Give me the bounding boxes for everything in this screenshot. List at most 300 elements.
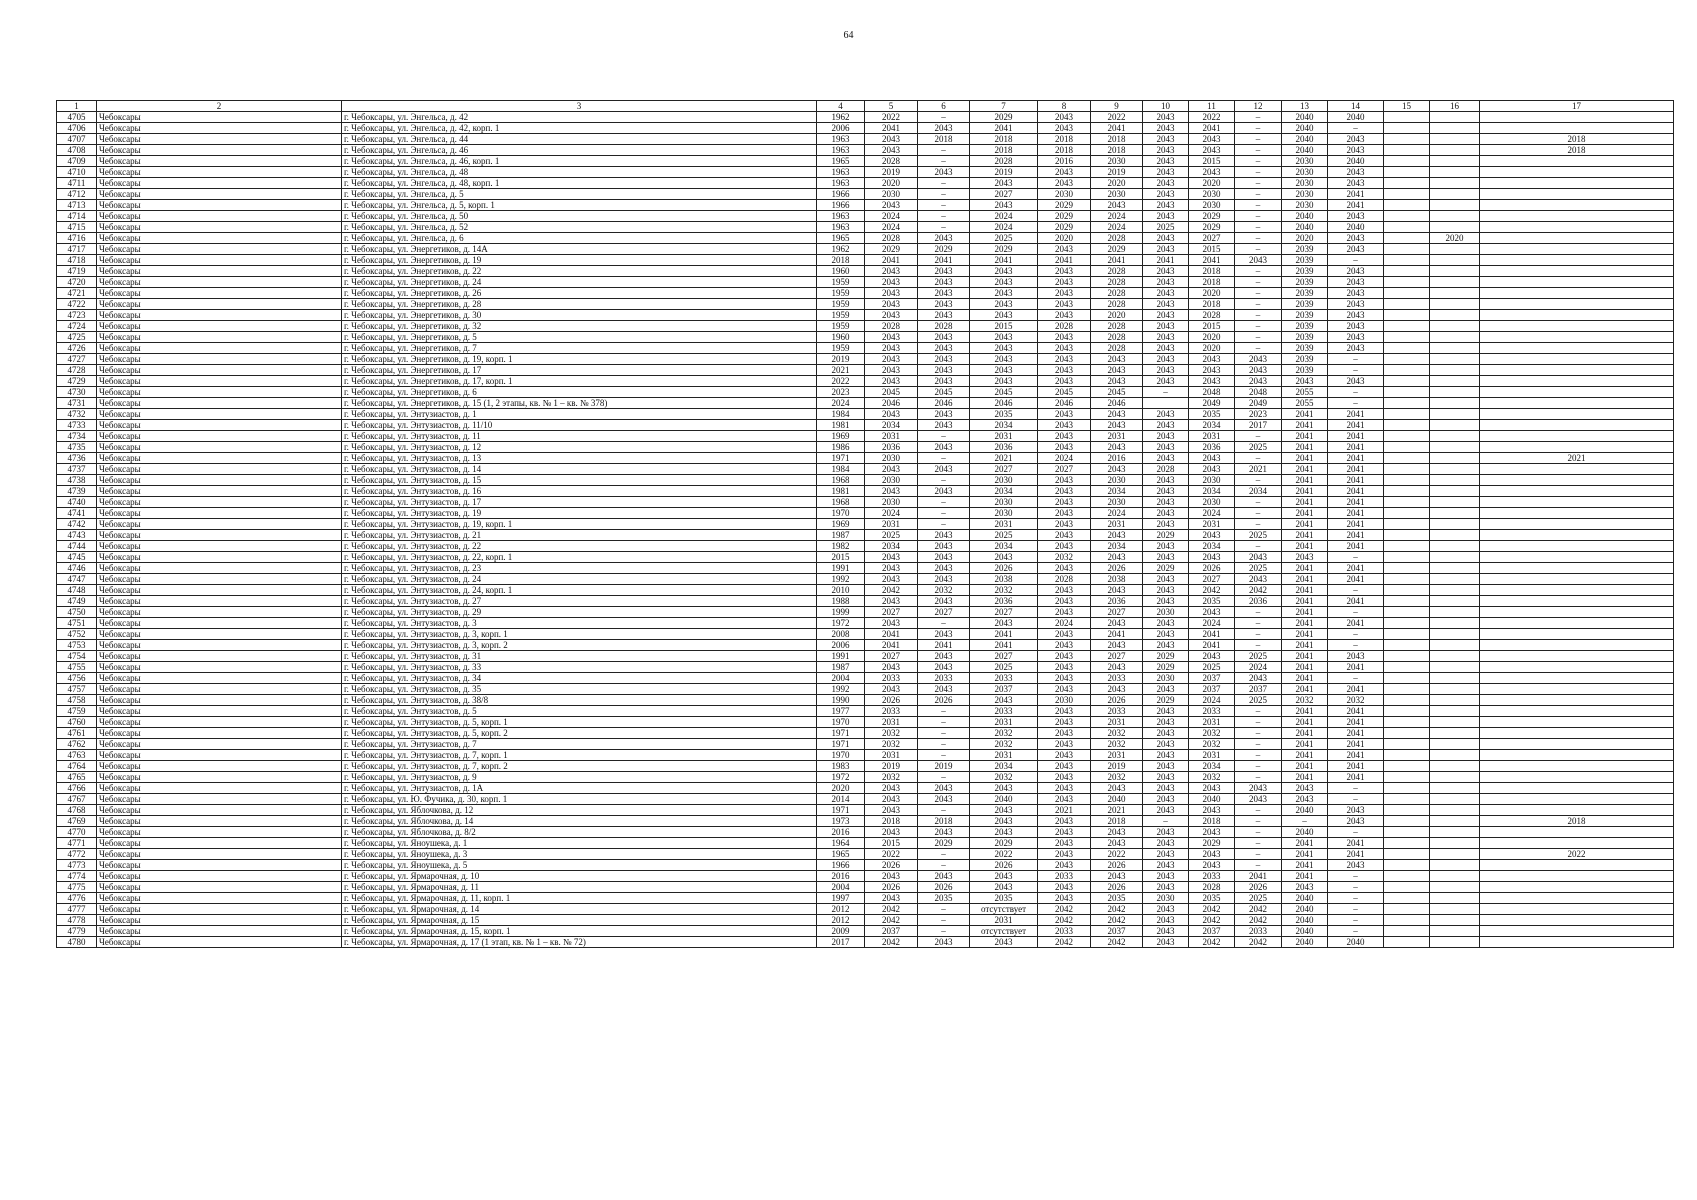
table-cell-col-3: г. Чебоксары, ул. Энтузиастов, д. 9 — [342, 772, 817, 783]
table-cell-col-10: 2043 — [1143, 871, 1189, 882]
table-cell-col-12: 2043 — [1235, 255, 1282, 266]
table-cell-col-1: 4737 — [57, 464, 97, 475]
table-cell-col-10: 2043 — [1143, 497, 1189, 508]
table-cell-col-3: г. Чебоксары, ул. Энергетиков, д. 32 — [342, 321, 817, 332]
table-cell-col-1: 4727 — [57, 354, 97, 365]
table-cell-col-16 — [1430, 585, 1480, 596]
table-cell-col-14: 2041 — [1328, 772, 1384, 783]
table-cell-col-8: 2043 — [1038, 717, 1091, 728]
table-cell-col-5: 2043 — [865, 288, 918, 299]
table-cell-col-4: 2009 — [817, 926, 865, 937]
table-cell-col-3: г. Чебоксары, ул. Энтузиастов, д. 7, корп. 1 — [342, 750, 817, 761]
table-cell-col-17 — [1480, 123, 1674, 134]
table-cell-col-12: – — [1235, 310, 1282, 321]
table-cell-col-14: – — [1328, 123, 1384, 134]
table-cell-col-11: 2034 — [1189, 486, 1235, 497]
table-cell-col-3: г. Чебоксары, ул. Энгельса, д. 5, корп. 1 — [342, 200, 817, 211]
table-cell-col-13: 2055 — [1282, 387, 1328, 398]
table-cell-col-3: г. Чебоксары, ул. Энтузиастов, д. 24, корп. 1 — [342, 585, 817, 596]
table-cell-col-17 — [1480, 255, 1674, 266]
table-cell-col-9: 2042 — [1091, 915, 1143, 926]
table-cell-col-6: – — [918, 145, 970, 156]
table-cell-col-14: 2043 — [1328, 277, 1384, 288]
table-cell-col-6: 2018 — [918, 816, 970, 827]
table-cell-col-17 — [1480, 838, 1674, 849]
table-cell-col-2: Чебоксары — [97, 629, 342, 640]
table-cell-col-5: 2030 — [865, 453, 918, 464]
table-cell-col-5: 2020 — [865, 178, 918, 189]
column-header-1: 1 — [57, 101, 97, 112]
table-row — [57, 365, 1674, 376]
table-cell-col-11: 2043 — [1189, 134, 1235, 145]
table-cell-col-11: 2043 — [1189, 354, 1235, 365]
table-cell-col-8: 2029 — [1038, 211, 1091, 222]
table-row — [57, 783, 1674, 794]
table-row — [57, 728, 1674, 739]
table-cell-col-11: 2043 — [1189, 651, 1235, 662]
column-header-14: 14 — [1328, 101, 1384, 112]
table-cell-col-5: 2043 — [865, 310, 918, 321]
table-cell-col-2: Чебоксары — [97, 442, 342, 453]
table-cell-col-10: 2043 — [1143, 750, 1189, 761]
table-cell-col-2: Чебоксары — [97, 299, 342, 310]
table-cell-col-7: 2019 — [970, 167, 1038, 178]
table-cell-col-8: 2043 — [1038, 761, 1091, 772]
table-cell-col-8: 2043 — [1038, 684, 1091, 695]
table-cell-col-11: 2041 — [1189, 123, 1235, 134]
table-cell-col-9: 2020 — [1091, 310, 1143, 321]
table-cell-col-15 — [1384, 486, 1430, 497]
table-cell-col-12: – — [1235, 772, 1282, 783]
table-cell-col-8: 2043 — [1038, 849, 1091, 860]
table-cell-col-7: 2024 — [970, 222, 1038, 233]
table-cell-col-16 — [1430, 629, 1480, 640]
table-cell-col-7: 2043 — [970, 343, 1038, 354]
table-cell-col-17 — [1480, 629, 1674, 640]
table-cell-col-14: 2041 — [1328, 453, 1384, 464]
table-cell-col-4: 1972 — [817, 772, 865, 783]
table-cell-col-17 — [1480, 739, 1674, 750]
table-cell-col-6: 2029 — [918, 244, 970, 255]
table-cell-col-15 — [1384, 112, 1430, 123]
table-cell-col-4: 1984 — [817, 409, 865, 420]
table-cell-col-9: 2043 — [1091, 662, 1143, 673]
table-cell-col-12: 2043 — [1235, 552, 1282, 563]
table-cell-col-13: 2039 — [1282, 277, 1328, 288]
table-cell-col-10: 2043 — [1143, 244, 1189, 255]
table-cell-col-14: – — [1328, 915, 1384, 926]
table-cell-col-8: 2043 — [1038, 508, 1091, 519]
table-cell-col-15 — [1384, 783, 1430, 794]
table-cell-col-8: 2043 — [1038, 882, 1091, 893]
table-cell-col-11: 2037 — [1189, 684, 1235, 695]
column-header-16: 16 — [1430, 101, 1480, 112]
table-cell-col-15 — [1384, 937, 1430, 948]
table-cell-col-5: 2043 — [865, 794, 918, 805]
table-cell-col-8: 2043 — [1038, 475, 1091, 486]
table-cell-col-7: 2043 — [970, 354, 1038, 365]
table-cell-col-6: 2043 — [918, 123, 970, 134]
table-cell-col-13: 2039 — [1282, 332, 1328, 343]
table-cell-col-7: 2031 — [970, 915, 1038, 926]
table-cell-col-17 — [1480, 431, 1674, 442]
table-cell-col-9: 2043 — [1091, 420, 1143, 431]
table-cell-col-1: 4771 — [57, 838, 97, 849]
table-cell-col-5: 2031 — [865, 717, 918, 728]
table-cell-col-14: 2043 — [1328, 860, 1384, 871]
table-cell-col-4: 1962 — [817, 244, 865, 255]
table-cell-col-16 — [1430, 387, 1480, 398]
table-cell-col-8: 2043 — [1038, 860, 1091, 871]
table-cell-col-12: – — [1235, 332, 1282, 343]
table-cell-col-11: 2029 — [1189, 211, 1235, 222]
table-cell-col-13: 2039 — [1282, 343, 1328, 354]
table-cell-col-3: г. Чебоксары, ул. Энтузиастов, д. 11/10 — [342, 420, 817, 431]
table-cell-col-4: 2021 — [817, 365, 865, 376]
table-cell-col-12: – — [1235, 321, 1282, 332]
table-cell-col-10: 2043 — [1143, 508, 1189, 519]
table-cell-col-14: 2041 — [1328, 574, 1384, 585]
table-cell-col-5: 2041 — [865, 629, 918, 640]
table-cell-col-7: 2022 — [970, 849, 1038, 860]
table-cell-col-11: 2030 — [1189, 475, 1235, 486]
table-cell-col-5: 2043 — [865, 574, 918, 585]
table-cell-col-3: г. Чебоксары, ул. Энтузиастов, д. 17 — [342, 497, 817, 508]
table-cell-col-5: 2043 — [865, 134, 918, 145]
table-cell-col-14: 2040 — [1328, 112, 1384, 123]
table-cell-col-8: 2043 — [1038, 431, 1091, 442]
table-cell-col-16 — [1430, 618, 1480, 629]
table-cell-col-13: 2040 — [1282, 123, 1328, 134]
table-row — [57, 178, 1674, 189]
table-cell-col-8: 2043 — [1038, 167, 1091, 178]
table-cell-col-3: г. Чебоксары, ул. Энергетиков, д. 26 — [342, 288, 817, 299]
table-cell-col-7: 2027 — [970, 189, 1038, 200]
table-cell-col-14: 2043 — [1328, 343, 1384, 354]
table-cell-col-3: г. Чебоксары, ул. Энтузиастов, д. 19, корп. 1 — [342, 519, 817, 530]
table-cell-col-9: 2028 — [1091, 332, 1143, 343]
table-cell-col-2: Чебоксары — [97, 838, 342, 849]
table-cell-col-7: 2018 — [970, 145, 1038, 156]
table-row — [57, 761, 1674, 772]
table-cell-col-8: 2043 — [1038, 816, 1091, 827]
table-cell-col-9: 2040 — [1091, 794, 1143, 805]
table-cell-col-12: – — [1235, 200, 1282, 211]
table-row — [57, 255, 1674, 266]
table-cell-col-8: 2045 — [1038, 387, 1091, 398]
table-cell-col-17 — [1480, 497, 1674, 508]
table-cell-col-2: Чебоксары — [97, 717, 342, 728]
table-cell-col-13: 2030 — [1282, 178, 1328, 189]
table-cell-col-2: Чебоксары — [97, 277, 342, 288]
table-cell-col-7: 2043 — [970, 376, 1038, 387]
table-cell-col-4: 1986 — [817, 442, 865, 453]
table-cell-col-16 — [1430, 662, 1480, 673]
table-row — [57, 244, 1674, 255]
table-cell-col-3: г. Чебоксары, ул. Энтузиастов, д. 22, корп. 1 — [342, 552, 817, 563]
table-cell-col-11: 2042 — [1189, 937, 1235, 948]
table-cell-col-1: 4746 — [57, 563, 97, 574]
table-cell-col-16 — [1430, 750, 1480, 761]
table-cell-col-6: – — [918, 508, 970, 519]
table-cell-col-8: 2043 — [1038, 288, 1091, 299]
table-cell-col-15 — [1384, 651, 1430, 662]
table-cell-col-7: 2029 — [970, 244, 1038, 255]
table-row — [57, 607, 1674, 618]
table-cell-col-15 — [1384, 475, 1430, 486]
table-cell-col-2: Чебоксары — [97, 376, 342, 387]
table-cell-col-4: 1988 — [817, 596, 865, 607]
table-cell-col-4: 1968 — [817, 497, 865, 508]
table-cell-col-12: – — [1235, 541, 1282, 552]
table-cell-col-3: г. Чебоксары, ул. Энтузиастов, д. 15 — [342, 475, 817, 486]
table-cell-col-8: 2042 — [1038, 915, 1091, 926]
table-cell-col-12: – — [1235, 431, 1282, 442]
table-cell-col-12: 2036 — [1235, 596, 1282, 607]
table-cell-col-11: 2024 — [1189, 618, 1235, 629]
table-cell-col-7: 2031 — [970, 519, 1038, 530]
table-cell-col-1: 4714 — [57, 211, 97, 222]
table-cell-col-17 — [1480, 541, 1674, 552]
table-cell-col-3: г. Чебоксары, ул. Энтузиастов, д. 29 — [342, 607, 817, 618]
table-cell-col-15 — [1384, 321, 1430, 332]
table-cell-col-1: 4735 — [57, 442, 97, 453]
table-cell-col-15 — [1384, 255, 1430, 266]
table-cell-col-12: 2049 — [1235, 398, 1282, 409]
table-cell-col-5: 2030 — [865, 497, 918, 508]
table-body — [57, 112, 1674, 948]
table-cell-col-4: 1981 — [817, 486, 865, 497]
table-cell-col-1: 4777 — [57, 904, 97, 915]
table-cell-col-2: Чебоксары — [97, 409, 342, 420]
table-row — [57, 563, 1674, 574]
table-cell-col-7: 2045 — [970, 387, 1038, 398]
table-cell-col-2: Чебоксары — [97, 431, 342, 442]
table-cell-col-9: 2043 — [1091, 827, 1143, 838]
table-cell-col-15 — [1384, 409, 1430, 420]
table-cell-col-9: 2024 — [1091, 211, 1143, 222]
table-cell-col-2: Чебоксары — [97, 871, 342, 882]
table-cell-col-6: 2043 — [918, 167, 970, 178]
table-cell-col-1: 4774 — [57, 871, 97, 882]
table-cell-col-12: 2042 — [1235, 937, 1282, 948]
table-cell-col-1: 4708 — [57, 145, 97, 156]
table-cell-col-15 — [1384, 739, 1430, 750]
table-cell-col-14: 2041 — [1328, 728, 1384, 739]
table-cell-col-9: 2043 — [1091, 684, 1143, 695]
column-header-9: 9 — [1091, 101, 1143, 112]
table-cell-col-8: 2043 — [1038, 354, 1091, 365]
table-cell-col-17 — [1480, 376, 1674, 387]
table-cell-col-10: 2043 — [1143, 233, 1189, 244]
table-cell-col-15 — [1384, 200, 1430, 211]
table-cell-col-2: Чебоксары — [97, 123, 342, 134]
table-cell-col-2: Чебоксары — [97, 882, 342, 893]
table-cell-col-11: 2043 — [1189, 365, 1235, 376]
table-cell-col-16 — [1430, 530, 1480, 541]
table-cell-col-11: 2024 — [1189, 508, 1235, 519]
table-cell-col-16 — [1430, 222, 1480, 233]
table-cell-col-2: Чебоксары — [97, 728, 342, 739]
table-cell-col-13: 2040 — [1282, 827, 1328, 838]
table-cell-col-14: – — [1328, 871, 1384, 882]
table-cell-col-6: 2043 — [918, 354, 970, 365]
table-cell-col-9: 2024 — [1091, 222, 1143, 233]
table-cell-col-7: 2031 — [970, 717, 1038, 728]
table-cell-col-11: 2034 — [1189, 761, 1235, 772]
table-cell-col-6: 2043 — [918, 420, 970, 431]
table-cell-col-8: 2016 — [1038, 156, 1091, 167]
table-cell-col-14: – — [1328, 629, 1384, 640]
table-cell-col-6: 2043 — [918, 794, 970, 805]
table-cell-col-11: 2020 — [1189, 343, 1235, 354]
table-cell-col-8: 2029 — [1038, 222, 1091, 233]
table-cell-col-11: 2043 — [1189, 849, 1235, 860]
table-cell-col-11: 2031 — [1189, 750, 1235, 761]
table-cell-col-1: 4715 — [57, 222, 97, 233]
table-cell-col-3: г. Чебоксары, ул. Энергетиков, д. 24 — [342, 277, 817, 288]
table-cell-col-6: 2043 — [918, 629, 970, 640]
table-cell-col-3: г. Чебоксары, ул. Энтузиастов, д. 16 — [342, 486, 817, 497]
table-cell-col-9: 2035 — [1091, 893, 1143, 904]
table-cell-col-5: 2034 — [865, 541, 918, 552]
table-cell-col-5: 2043 — [865, 365, 918, 376]
table-cell-col-17 — [1480, 508, 1674, 519]
table-row — [57, 651, 1674, 662]
table-cell-col-5: 2036 — [865, 442, 918, 453]
table-cell-col-12: 2048 — [1235, 387, 1282, 398]
table-cell-col-15 — [1384, 717, 1430, 728]
table-cell-col-15 — [1384, 266, 1430, 277]
table-cell-col-11: 2041 — [1189, 255, 1235, 266]
table-cell-col-4: 1977 — [817, 706, 865, 717]
table-cell-col-10: 2043 — [1143, 156, 1189, 167]
table-cell-col-15 — [1384, 343, 1430, 354]
table-cell-col-6: 2043 — [918, 596, 970, 607]
table-cell-col-10: 2025 — [1143, 222, 1189, 233]
table-row — [57, 849, 1674, 860]
table-cell-col-6: 2043 — [918, 827, 970, 838]
table-row — [57, 739, 1674, 750]
table-cell-col-4: 2015 — [817, 552, 865, 563]
table-cell-col-12: 2043 — [1235, 673, 1282, 684]
table-cell-col-1: 4761 — [57, 728, 97, 739]
table-cell-col-16 — [1430, 189, 1480, 200]
table-cell-col-11: 2022 — [1189, 112, 1235, 123]
table-cell-col-17 — [1480, 167, 1674, 178]
table-cell-col-5: 2018 — [865, 816, 918, 827]
table-cell-col-14: 2041 — [1328, 618, 1384, 629]
table-cell-col-1: 4768 — [57, 805, 97, 816]
table-cell-col-5: 2043 — [865, 200, 918, 211]
table-cell-col-3: г. Чебоксары, ул. Энтузиастов, д. 5, корп. 2 — [342, 728, 817, 739]
table-cell-col-11: 2032 — [1189, 739, 1235, 750]
table-cell-col-14: 2041 — [1328, 519, 1384, 530]
table-cell-col-13: 2039 — [1282, 255, 1328, 266]
table-cell-col-14: 2043 — [1328, 299, 1384, 310]
table-cell-col-7: 2035 — [970, 409, 1038, 420]
table-cell-col-7: 2043 — [970, 310, 1038, 321]
table-cell-col-14: – — [1328, 585, 1384, 596]
table-cell-col-17 — [1480, 926, 1674, 937]
table-cell-col-3: г. Чебоксары, ул. Энгельса, д. 42 — [342, 112, 817, 123]
table-cell-col-6: 2046 — [918, 398, 970, 409]
table-cell-col-4: 1963 — [817, 167, 865, 178]
table-cell-col-6: 2043 — [918, 233, 970, 244]
table-cell-col-14: 2043 — [1328, 233, 1384, 244]
table-cell-col-8: 2043 — [1038, 706, 1091, 717]
table-cell-col-2: Чебоксары — [97, 354, 342, 365]
table-cell-col-14: 2032 — [1328, 695, 1384, 706]
table-cell-col-11: 2018 — [1189, 277, 1235, 288]
table-cell-col-17 — [1480, 794, 1674, 805]
table-cell-col-8: 2043 — [1038, 442, 1091, 453]
table-cell-col-7: отсутствует — [970, 926, 1038, 937]
table-cell-col-9: 2033 — [1091, 673, 1143, 684]
table-cell-col-15 — [1384, 662, 1430, 673]
table-cell-col-15 — [1384, 585, 1430, 596]
table-cell-col-13: 2041 — [1282, 739, 1328, 750]
table-cell-col-16 — [1430, 772, 1480, 783]
table-cell-col-6: 2043 — [918, 409, 970, 420]
table-cell-col-3: г. Чебоксары, ул. Энгельса, д. 42, корп. 1 — [342, 123, 817, 134]
table-cell-col-8: 2033 — [1038, 926, 1091, 937]
table-row — [57, 673, 1674, 684]
table-cell-col-12: – — [1235, 178, 1282, 189]
table-cell-col-5: 2030 — [865, 475, 918, 486]
table-cell-col-1: 4776 — [57, 893, 97, 904]
table-cell-col-12: 2025 — [1235, 893, 1282, 904]
table-cell-col-1: 4726 — [57, 343, 97, 354]
table-header — [57, 101, 1674, 112]
table-cell-col-12: – — [1235, 288, 1282, 299]
table-cell-col-3: г. Чебоксары, ул. Энергетиков, д. 5 — [342, 332, 817, 343]
table-cell-col-5: 2043 — [865, 145, 918, 156]
table-cell-col-2: Чебоксары — [97, 673, 342, 684]
table-cell-col-16 — [1430, 167, 1480, 178]
table-cell-col-1: 4716 — [57, 233, 97, 244]
table-cell-col-12: 2025 — [1235, 651, 1282, 662]
table-cell-col-13: 2041 — [1282, 849, 1328, 860]
table-cell-col-10: 2029 — [1143, 530, 1189, 541]
table-cell-col-17 — [1480, 761, 1674, 772]
table-cell-col-9: 2032 — [1091, 739, 1143, 750]
table-cell-col-9: 2043 — [1091, 409, 1143, 420]
table-cell-col-3: г. Чебоксары, ул. Яноушека, д. 3 — [342, 849, 817, 860]
table-cell-col-9: 2043 — [1091, 552, 1143, 563]
table-row — [57, 926, 1674, 937]
table-cell-col-8: 2043 — [1038, 585, 1091, 596]
table-cell-col-14: 2041 — [1328, 739, 1384, 750]
table-cell-col-1: 4717 — [57, 244, 97, 255]
table-cell-col-6: – — [918, 431, 970, 442]
table-cell-col-16 — [1430, 937, 1480, 948]
table-cell-col-13: 2041 — [1282, 750, 1328, 761]
table-row — [57, 838, 1674, 849]
table-cell-col-14: – — [1328, 255, 1384, 266]
table-cell-col-1: 4705 — [57, 112, 97, 123]
table-cell-col-14: 2043 — [1328, 310, 1384, 321]
table-cell-col-13: 2040 — [1282, 112, 1328, 123]
table-cell-col-10: 2043 — [1143, 211, 1189, 222]
table-cell-col-2: Чебоксары — [97, 288, 342, 299]
table-cell-col-12: 2043 — [1235, 365, 1282, 376]
table-cell-col-8: 2043 — [1038, 277, 1091, 288]
table-cell-col-4: 1991 — [817, 651, 865, 662]
table-cell-col-10: 2043 — [1143, 112, 1189, 123]
table-cell-col-10: 2043 — [1143, 849, 1189, 860]
table-cell-col-4: 2018 — [817, 255, 865, 266]
